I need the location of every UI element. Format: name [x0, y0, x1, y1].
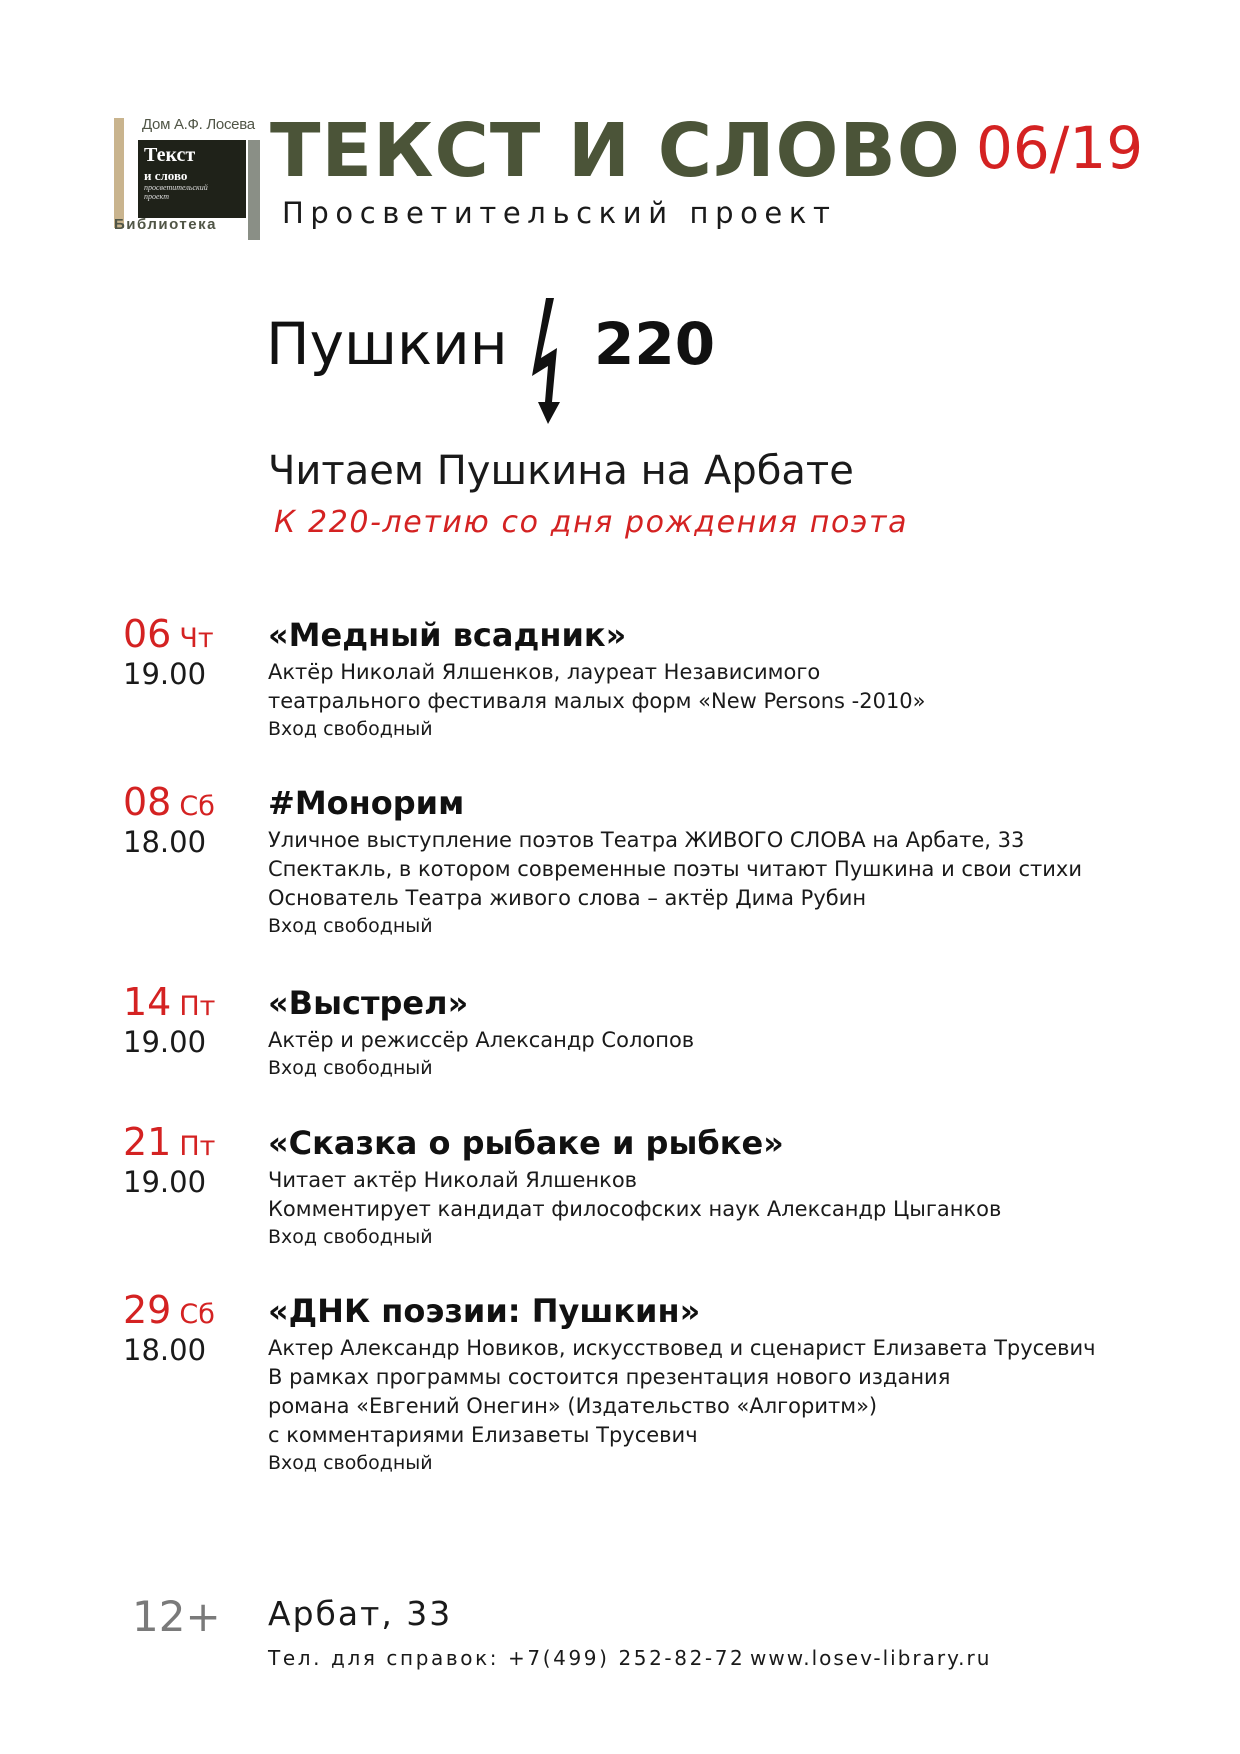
event-line: Актёр и режиссёр Александр Солопов	[268, 1028, 695, 1052]
event-line: романа «Евгений Онегин» (Издательство «Алгоритм»)	[268, 1394, 878, 1418]
event-line: Уличное выступление поэтов Театра ЖИВОГО СЛОВА на Арбате, 33	[268, 828, 1025, 852]
event-weekday: Пт	[179, 991, 216, 1022]
event-title: «Медный всадник»	[268, 616, 627, 654]
event-day: 14	[123, 980, 172, 1024]
feature-number: 220	[594, 310, 716, 378]
logo-tan-bar	[114, 118, 124, 228]
event-title: «ДНК поэзии: Пушкин»	[268, 1292, 701, 1330]
event-time: 19.00	[123, 1025, 207, 1059]
event-day: 29	[123, 1288, 172, 1332]
event-description	[268, 1166, 1001, 1250]
event-weekday: Чт	[179, 623, 214, 654]
logo-box-subtitle: и слово	[144, 168, 188, 183]
feature-name: Пушкин	[266, 310, 508, 378]
event-time: 19.00	[123, 1165, 207, 1199]
event-title: #Монорим	[268, 784, 465, 822]
event-title: «Сказка о рыбаке и рыбке»	[268, 1124, 784, 1162]
event-date	[123, 1120, 215, 1164]
event-entry: Вход свободный	[268, 1452, 433, 1474]
event-day: 08	[123, 780, 172, 824]
event-time: 19.00	[123, 657, 207, 691]
event-line: Комментирует кандидат философских наук Александр Цыганков	[268, 1197, 1002, 1221]
event-date	[123, 980, 215, 1024]
event-description	[268, 658, 926, 742]
page-subtitle: Просветительский проект	[282, 196, 837, 230]
event-line: Основатель Театра живого слова – актёр Дима Рубин	[268, 886, 867, 910]
event-line: Актер Александр Новиков, искусствовед и сценарист Елизавета Трусевич	[268, 1336, 1096, 1360]
event-date	[123, 780, 215, 824]
logo-library-text: Библиотека	[114, 216, 217, 233]
event-day: 06	[123, 612, 172, 656]
age-rating: 12+	[132, 1592, 221, 1641]
event-line: с комментариями Елизаветы Трусевич	[268, 1423, 698, 1447]
feature-heading: Читаем Пушкина на Арбате	[268, 448, 854, 494]
website-link[interactable]: www.losev-library.ru	[750, 1646, 992, 1670]
page-title: ТЕКСТ И СЛОВО	[270, 108, 961, 194]
event-date	[123, 1288, 215, 1332]
logo-dark-box	[138, 140, 246, 218]
logo-owner-text: Дом А.Ф. Лосева	[142, 116, 255, 133]
logo-box-caption: просветительский проект	[144, 183, 208, 201]
lightning-arrow-icon	[524, 298, 572, 426]
event-description	[268, 1026, 694, 1081]
event-weekday: Сб	[179, 1299, 215, 1330]
event-weekday: Пт	[179, 1131, 216, 1162]
event-line: театрального фестиваля малых форм «New Persons -2010»	[268, 689, 926, 713]
feature-subheading: К 220-летию со дня рождения поэта	[274, 505, 909, 540]
logo-gray-bar	[248, 140, 260, 240]
event-weekday: Сб	[179, 791, 215, 822]
address: Арбат, 33	[268, 1594, 453, 1633]
issue-number: 06/19	[976, 114, 1144, 182]
event-date	[123, 612, 214, 656]
event-entry: Вход свободный	[268, 1226, 433, 1248]
library-logo	[114, 114, 262, 234]
event-description	[268, 826, 1082, 939]
logo-box-title: Текст	[144, 144, 196, 166]
event-entry: Вход свободный	[268, 915, 433, 937]
phone-info: Тел. для справок: +7(499) 252-82-72	[268, 1646, 746, 1670]
event-line: Читает актёр Николай Ялшенков	[268, 1168, 638, 1192]
event-line: Спектакль, в котором современные поэты читают Пушкина и свои стихи	[268, 857, 1083, 881]
event-title: «Выстрел»	[268, 984, 469, 1022]
event-entry: Вход свободный	[268, 1057, 433, 1079]
event-line: В рамках программы состоится презентация нового издания	[268, 1365, 951, 1389]
event-time: 18.00	[123, 1333, 207, 1367]
feature-banner	[266, 310, 746, 430]
event-description	[268, 1334, 1096, 1476]
event-time: 18.00	[123, 825, 207, 859]
event-entry: Вход свободный	[268, 718, 433, 740]
event-day: 21	[123, 1120, 172, 1164]
event-line: Актёр Николай Ялшенков, лауреат Независимого	[268, 660, 821, 684]
